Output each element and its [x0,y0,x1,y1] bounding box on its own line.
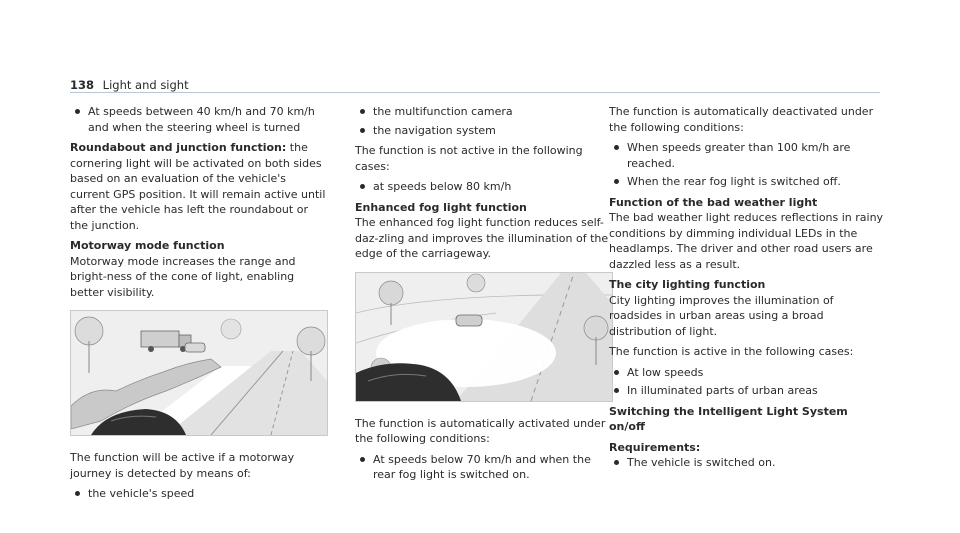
list-item: When the rear fog light is switched off. [609,174,884,190]
city-active-text: The function is active in the following cases: [609,345,854,358]
city-lighting-text: City lighting improves the illumination of roadsides in urban areas using a broad distribution of light. [609,293,834,338]
list-item: At speeds below 70 km/h and when the rear fog light is switched on. [355,452,613,483]
city-lighting-heading: The city lighting function [609,278,766,291]
list-item: In illuminated parts of urban areas [609,383,884,399]
list-item: the multifunction camera [355,104,613,120]
bullet-list [609,455,884,471]
fog-light-illustration-graphic [356,273,612,401]
deactivated-text: The function is automatically deactivated under the following conditions: [609,105,874,134]
city-lighting-section [609,277,884,339]
bad-weather-section [609,195,884,273]
page-number: 138 [70,78,95,92]
header-divider [70,92,880,93]
requirements-heading: Requirements: [609,440,701,454]
list-item: When speeds greater than 100 km/h are reached. [609,140,884,171]
bad-weather-heading: Function of the bad weather light [609,195,818,209]
list-item: The vehicle is switched on. [609,455,884,471]
bullet-list [70,104,328,135]
section-title: Light and sight [102,78,189,92]
motorway-heading: Motorway mode function [70,239,225,252]
motorway-detection-text: The function will be active if a motorway journey is detected by means of: [70,451,295,480]
fog-light-illustration [355,272,613,402]
bullet-list [70,486,328,502]
roundabout-paragraph [70,140,328,233]
list-item: the navigation system [355,123,613,139]
list-item: At low speeds [609,365,884,381]
page-header [70,78,189,92]
bullet-list [355,452,613,483]
list-item: the vehicle's speed [70,486,328,502]
motorway-section [70,238,328,300]
column-2 [355,104,613,488]
list-item: at speeds below 80 km/h [355,179,613,195]
fog-heading: Enhanced fog light function [355,200,527,214]
column-1 [70,104,328,507]
bullet-list [609,365,884,399]
not-active-text: The function is not active in the following cases: [355,144,583,173]
roundabout-text: the cornering light will be activated on both sides based on an evaluation of the vehicle's current GPS position. It will remain active until after the vehicle has left the roundabout or the junction. [70,141,326,232]
bullet-list [355,104,613,138]
motorway-illustration-graphic [71,311,327,435]
motorway-illustration [70,310,328,436]
switching-heading: Switching the Intelligent Light System on/off [609,404,848,433]
fog-section [355,200,613,262]
bad-weather-text: The bad weather light reduces reflections in rainy conditions by dimming individual LEDs in the headlamps. The driver and other road users are dazzled less as a result. [609,211,884,271]
bullet-list [355,179,613,195]
bullet-list [609,140,884,190]
roundabout-heading: Roundabout and junction function: [70,141,287,154]
list-item: At speeds between 40 km/h and 70 km/h and when the steering wheel is turned [70,104,328,135]
motorway-text: Motorway mode increases the range and bright-ness of the cone of light, enabling better visibility. [70,254,296,299]
fog-activation-text: The function is automatically activated under the following conditions: [355,416,606,445]
column-3 [609,104,884,476]
fog-text: The enhanced fog light function reduces self-daz-zling and improves the illumination of the edge of the carriageway. [355,216,609,260]
